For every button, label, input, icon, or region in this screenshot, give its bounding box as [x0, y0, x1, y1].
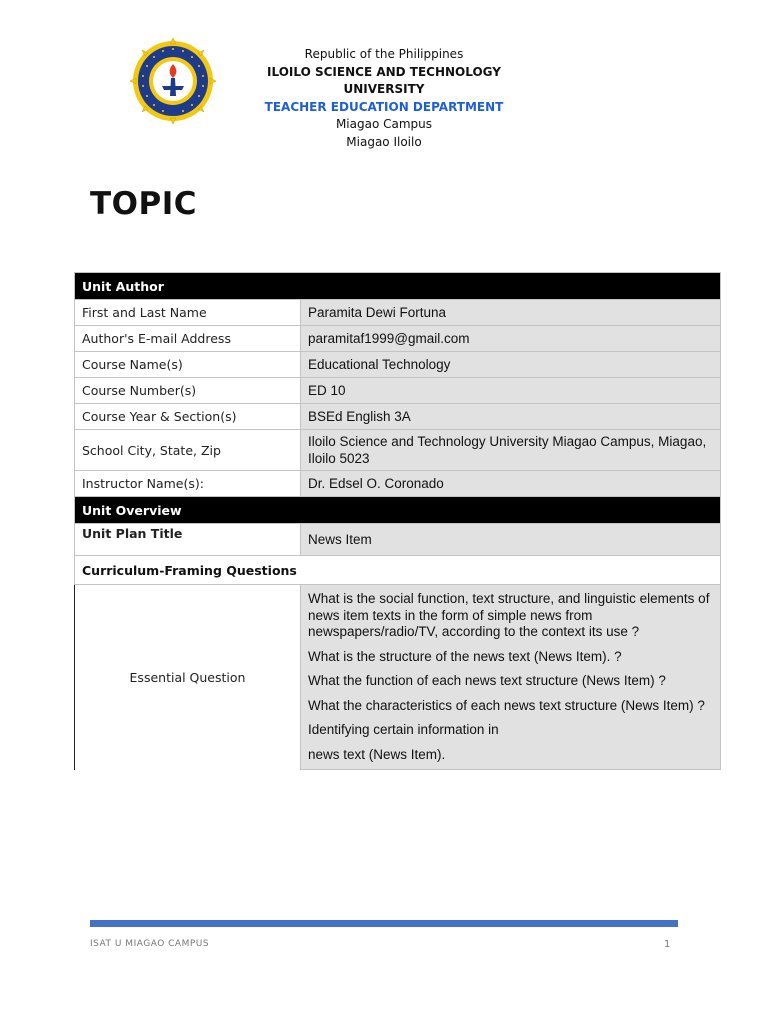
university-name: ILOILO SCIENCE AND TECHNOLOGY UNIVERSITY — [267, 64, 501, 96]
essential-questions-field[interactable] — [301, 585, 721, 770]
essential-question-label: Essential Question — [75, 585, 301, 770]
unit-plan-title-label: Unit Plan Title — [75, 524, 301, 556]
footer-campus-label: ISAT U MIAGAO CAMPUS — [90, 939, 210, 949]
table-row — [75, 326, 721, 352]
essential-question-item: What the characteristics of each news text structure (News Item) ? — [308, 697, 705, 713]
footer-divider-bar — [90, 920, 678, 927]
table-row — [75, 404, 721, 430]
table-row — [75, 430, 721, 471]
campus-name: Miagao Campus — [335, 117, 433, 131]
table-row — [75, 378, 721, 404]
department-name: TEACHER EDUCATION DEPARTMENT — [264, 99, 504, 114]
section-unit-author: Unit Author — [75, 273, 721, 300]
section-header-row — [75, 497, 721, 524]
section-unit-overview: Unit Overview — [75, 497, 721, 524]
university-seal-logo — [130, 38, 216, 124]
curriculum-framing-label: Curriculum-Framing Questions — [75, 556, 721, 585]
document-header — [230, 46, 538, 151]
author-name-field[interactable]: Paramita Dewi Fortuna — [301, 300, 721, 326]
essential-question-item: What is the structure of the news text (News Item). ? — [308, 648, 622, 664]
table-row — [75, 471, 721, 497]
essential-question-item: Identifying certain information in — [308, 722, 499, 737]
essential-question-item: What is the social function, text structure, and linguistic elements of news item texts in the form of simple news from newspapers/radio/TV, according to the context its use ? — [308, 591, 710, 639]
row-label: Course Year & Section(s) — [75, 404, 301, 430]
table-row — [75, 300, 721, 326]
campus-location: Miagao Iloilo — [346, 134, 422, 149]
school-address-field[interactable]: Iloilo Science and Technology University Miagao Campus, Miagao, Iloilo 5023 — [301, 430, 721, 471]
topic-heading: TOPIC — [90, 186, 198, 222]
unit-plan-title-field[interactable]: News Item — [301, 524, 721, 556]
course-number-field[interactable]: ED 10 — [301, 378, 721, 404]
table-row — [75, 585, 721, 770]
essential-question-item: What the function of each news text structure (News Item) ? — [308, 673, 666, 688]
section-header-row — [75, 273, 721, 300]
page-number: 1 — [664, 939, 671, 950]
unit-plan-table — [74, 272, 721, 770]
republic-line: Republic of the Philippines — [304, 47, 464, 61]
table-row — [75, 352, 721, 378]
table-row — [75, 524, 721, 556]
instructor-name-field[interactable]: Dr. Edsel O. Coronado — [301, 471, 721, 497]
course-name-field[interactable]: Educational Technology — [301, 352, 721, 378]
author-email-field[interactable]: paramitaf1999@gmail.com — [301, 326, 721, 352]
row-label: First and Last Name — [75, 300, 301, 326]
row-label: Course Name(s) — [75, 352, 301, 378]
row-label: Author's E-mail Address — [75, 326, 301, 352]
row-label: Instructor Name(s): — [75, 471, 301, 497]
table-row — [75, 556, 721, 585]
essential-question-item: news text (News Item). — [308, 746, 446, 762]
course-year-section-field[interactable]: BSEd English 3A — [301, 404, 721, 430]
row-label: School City, State, Zip — [75, 430, 301, 471]
row-label: Course Number(s) — [75, 378, 301, 404]
